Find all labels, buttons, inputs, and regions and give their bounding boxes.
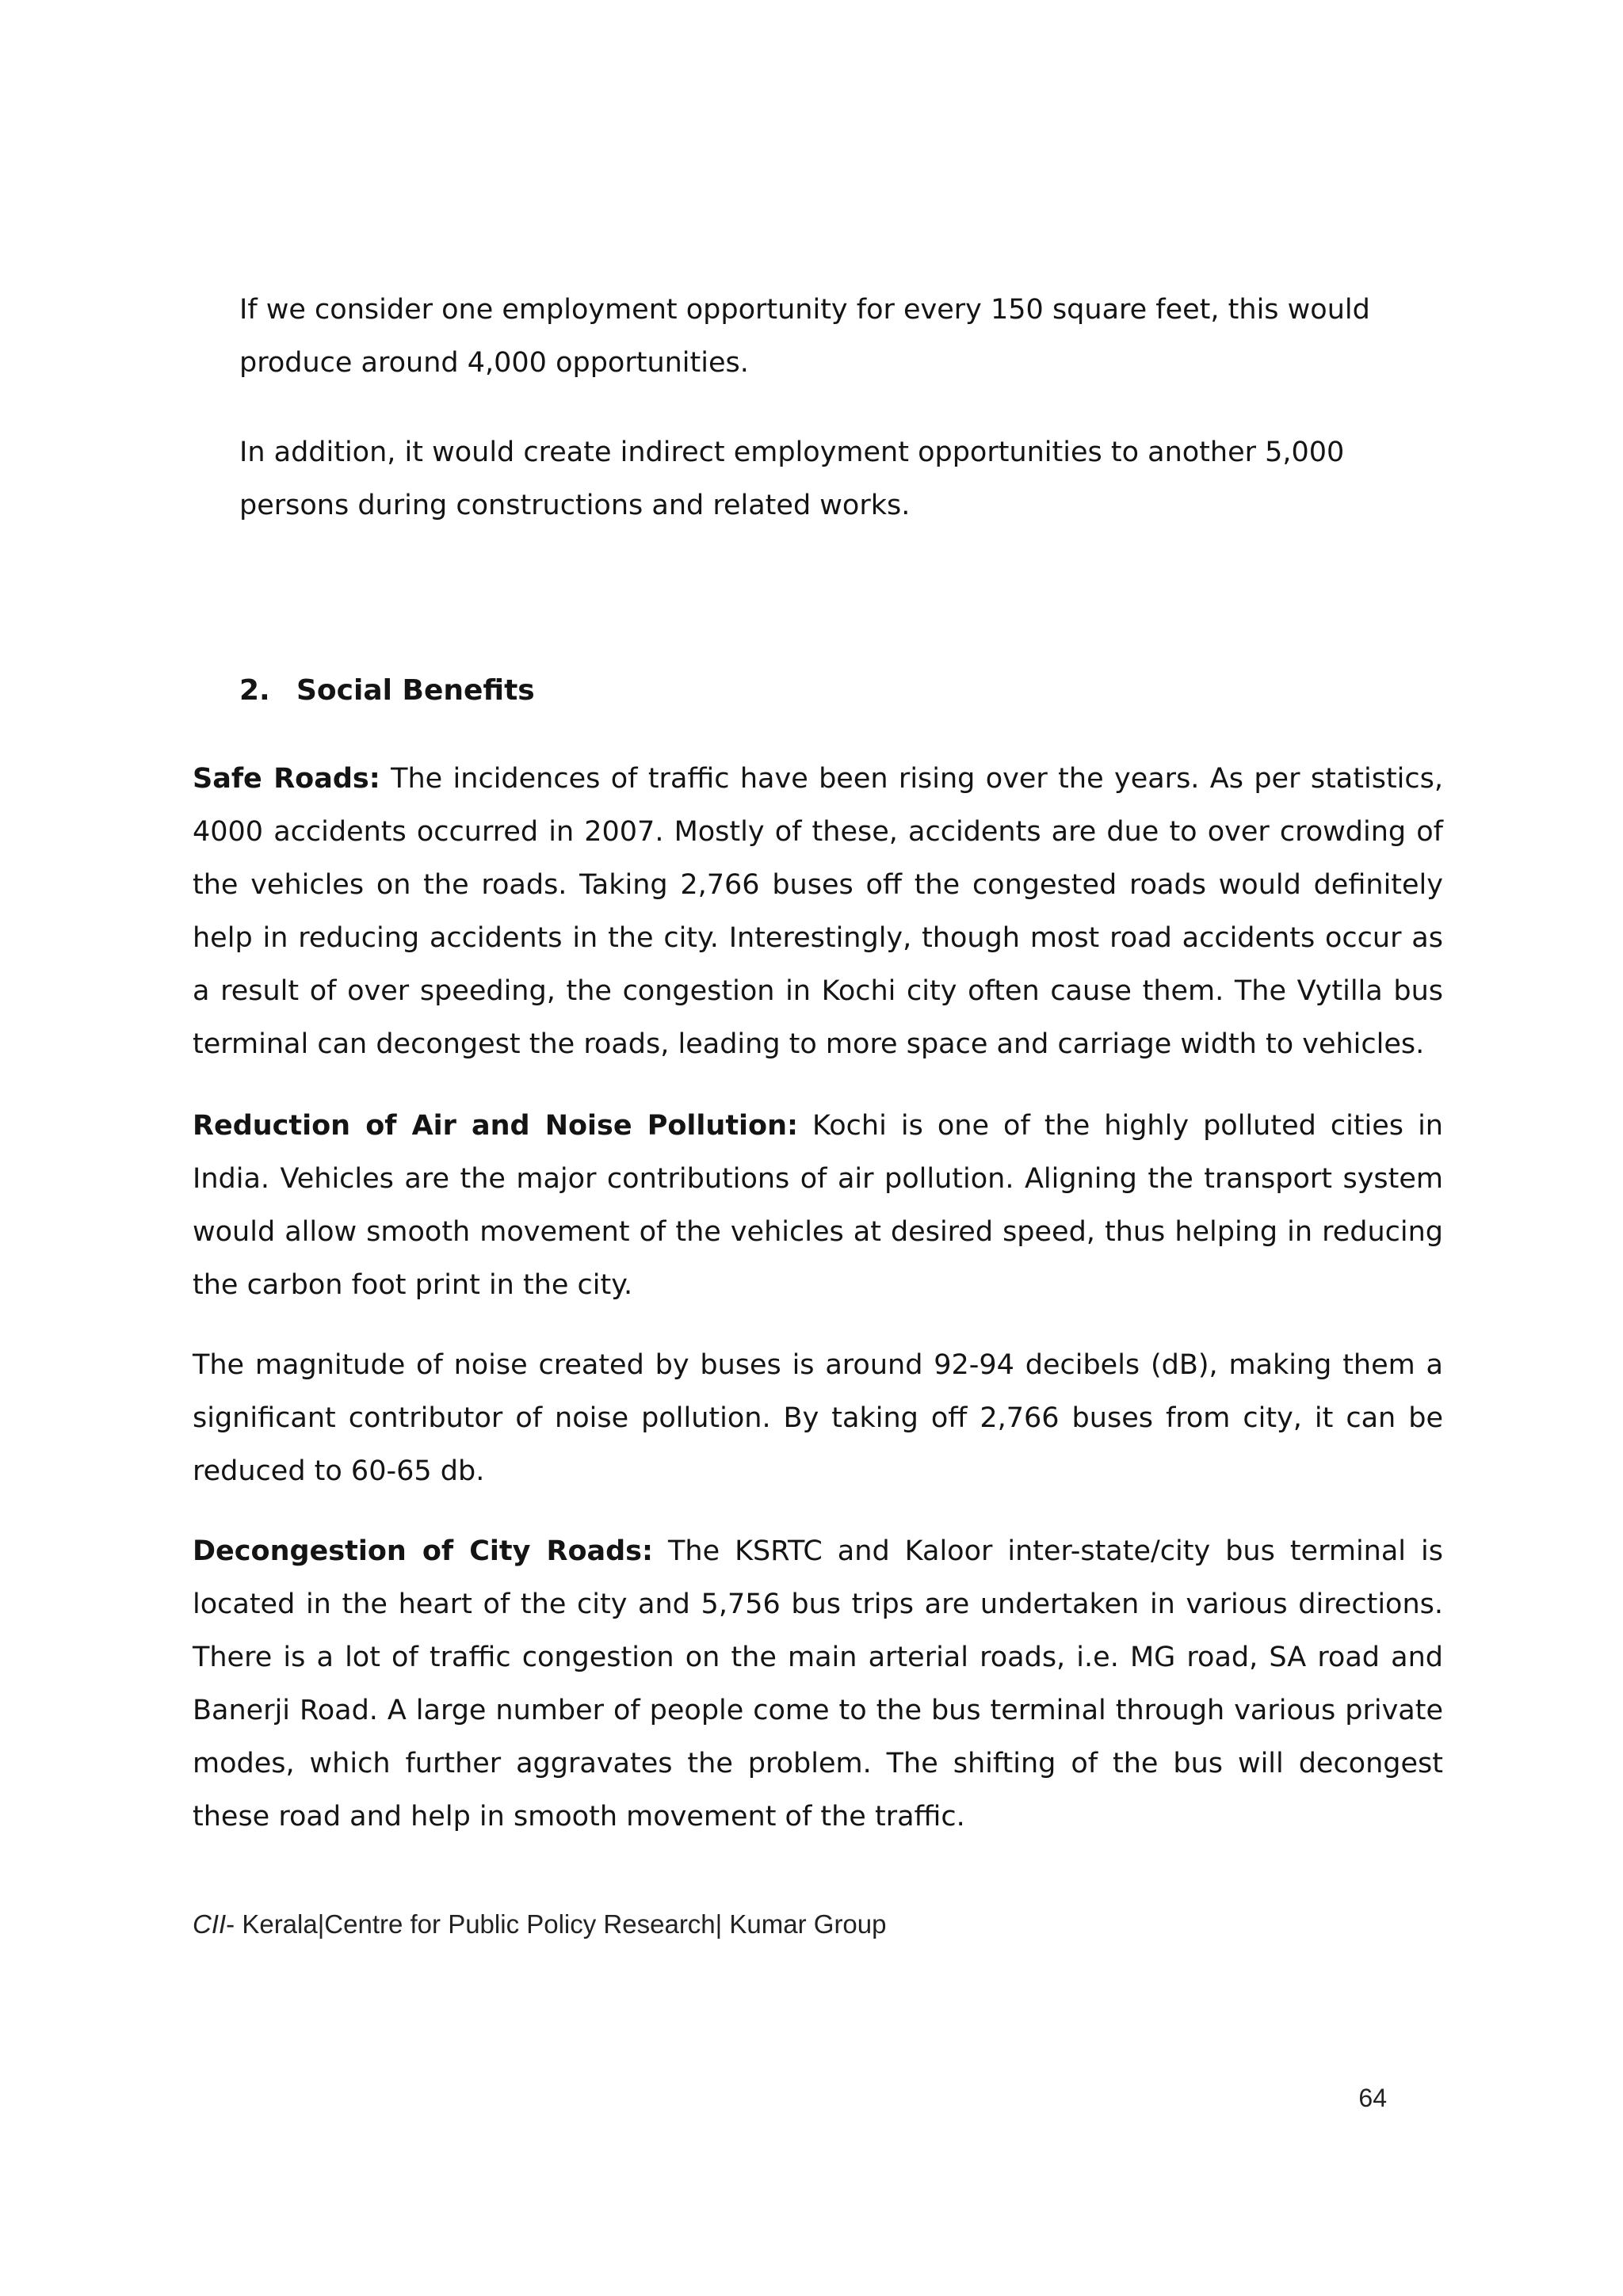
decongestion-lead: Decongestion of City Roads: bbox=[193, 1535, 653, 1567]
page-number: 64 bbox=[1358, 2084, 1387, 2112]
paragraph-pollution bbox=[193, 1100, 1443, 1312]
footer-org: CII bbox=[193, 1909, 227, 1939]
pollution-lead: Reduction of Air and Noise Pollution: bbox=[193, 1110, 799, 1142]
section-number: 2. bbox=[239, 674, 270, 707]
page-footer bbox=[193, 1909, 887, 1939]
safe-roads-lead: Safe Roads: bbox=[193, 763, 380, 795]
footer-text: - Kerala|Centre for Public Policy Research| Kumar Group bbox=[226, 1909, 887, 1939]
paragraph-decongestion bbox=[193, 1525, 1443, 1844]
paragraph-safe-roads bbox=[193, 753, 1443, 1071]
pollution-text: Kochi is one of the highly polluted cities in India. Vehicles are the major contributions of air pollution. Aligning the transport system would allow smooth movement of the vehicles at desired speed, thus helping in reducing the carbon foot print in the city. bbox=[193, 1110, 1443, 1301]
safe-roads-text: The incidences of traffic have been rising over the years. As per statistics, 4000 accidents occurred in 2007. Mostly of these, accidents are due to over crowding of the vehicles on the roads. Taking 2,766 buses off the congested roads would definitely help in reducing accidents in the city. Interestingly, though most road accidents occur as a result of over speeding, the congestion in Kochi city often cause them. The Vytilla bus terminal can decongest the roads, leading to more space and carriage width to vehicles. bbox=[193, 763, 1443, 1060]
paragraph-employment-direct: If we consider one employment opportunity for every 150 square feet, this would produce around 4,000 opportunities. bbox=[239, 294, 1370, 379]
paragraph-employment-indirect: In addition, it would create indirect employment opportunities to another 5,000 persons during constructions and related works. bbox=[239, 437, 1345, 521]
section-heading bbox=[239, 664, 535, 717]
section-title: Social Benefits bbox=[296, 674, 535, 707]
decongestion-text: The KSRTC and Kaloor inter-state/city bus terminal is located in the heart of the city and 5,756 bus trips are undertaken in various directions. There is a lot of traffic congestion on the main arterial roads, i.e. MG road, SA road and Banerji Road. A large number of people come to the bus terminal through various private modes, which further aggravates the problem. The shifting of the bus will decongest these road and help in smooth movement of the traffic. bbox=[193, 1535, 1443, 1833]
paragraph-noise: The magnitude of noise created by buses is around 92-94 decibels (dB), making them a significant contributor of noise pollution. By taking off 2,766 buses from city, it can be reduced to 60-65 db. bbox=[193, 1349, 1443, 1487]
